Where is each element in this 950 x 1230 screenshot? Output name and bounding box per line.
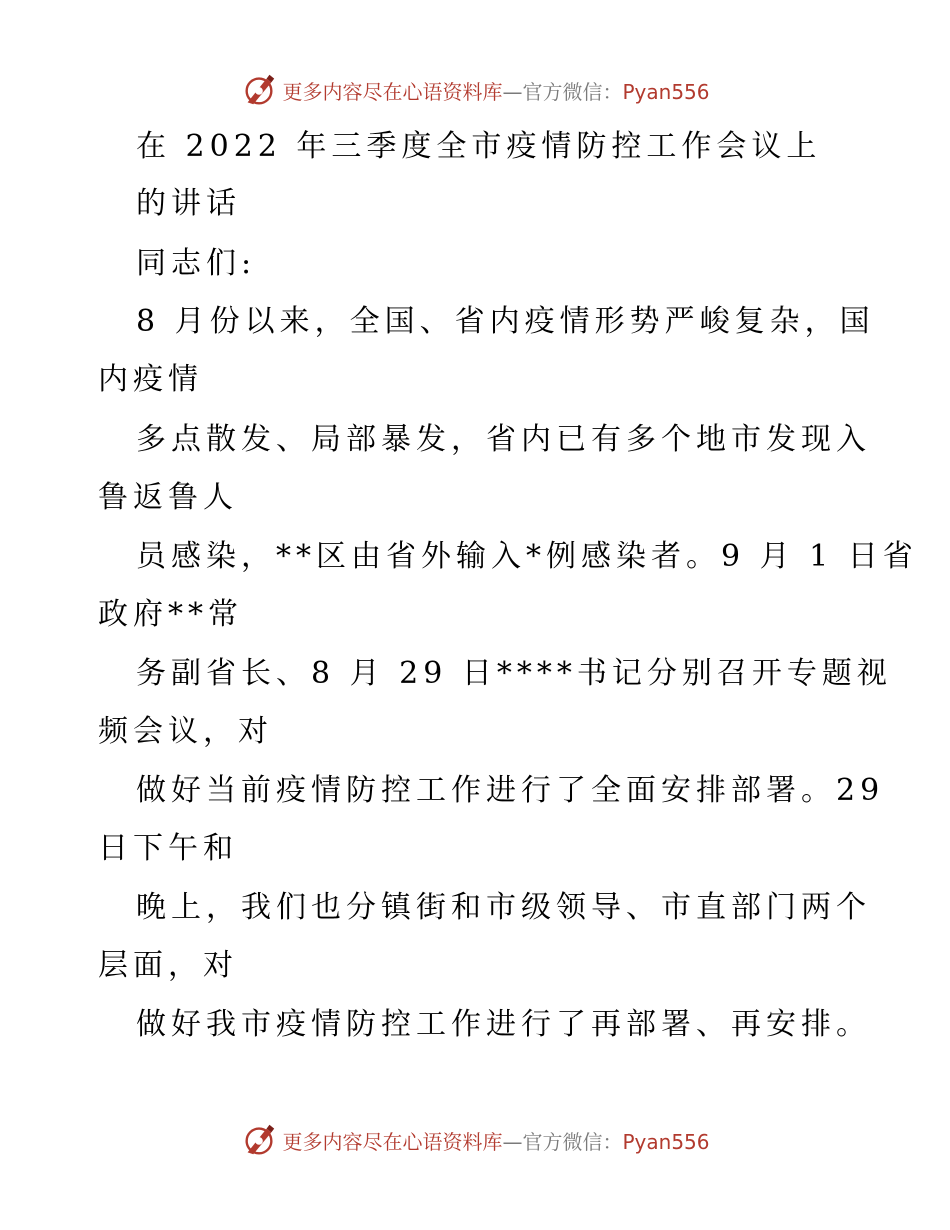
doc-line: 层面，对 [98, 948, 238, 983]
watermark-text: 更多内容尽在心语资料库—官方微信：Pyan556 [282, 79, 710, 104]
doc-line: 晚上，我们也分镇街和市级领导、市直部门两个 [136, 890, 871, 925]
doc-line: 日下午和 [98, 831, 238, 866]
pen-logo-icon [240, 1121, 278, 1159]
header-watermark [0, 68, 950, 112]
doc-line: 多点散发、局部暴发，省内已有多个地市发现入 [136, 422, 871, 457]
doc-line: 内疫情 [98, 362, 203, 397]
doc-line: 政府**常 [98, 597, 243, 632]
doc-line: 鲁返鲁人 [98, 480, 238, 515]
watermark-text: 更多内容尽在心语资料库—官方微信：Pyan556 [282, 1129, 710, 1154]
doc-line: 做好我市疫情防控工作进行了再部署、再安排。 [136, 1007, 871, 1042]
doc-line: 频会议，对 [98, 714, 273, 749]
doc-line: 8 月份以来，全国、省内疫情形势严峻复杂，国 [136, 304, 875, 339]
doc-line: 同志们: [136, 246, 257, 281]
pen-logo-icon [240, 71, 278, 109]
doc-line: 的讲话 [136, 186, 241, 221]
footer-watermark [0, 1118, 950, 1162]
doc-line: 务副省长、8 月 29 日****书记分别召开专题视 [136, 656, 892, 691]
doc-line: 做好当前疫情防控工作进行了全面安排部署。29 [136, 773, 885, 808]
doc-line: 在 2022 年三季度全市疫情防控工作会议上 [136, 129, 822, 164]
doc-line: 员感染，**区由省外输入*例感染者。9 月 1 日省 [136, 539, 918, 574]
